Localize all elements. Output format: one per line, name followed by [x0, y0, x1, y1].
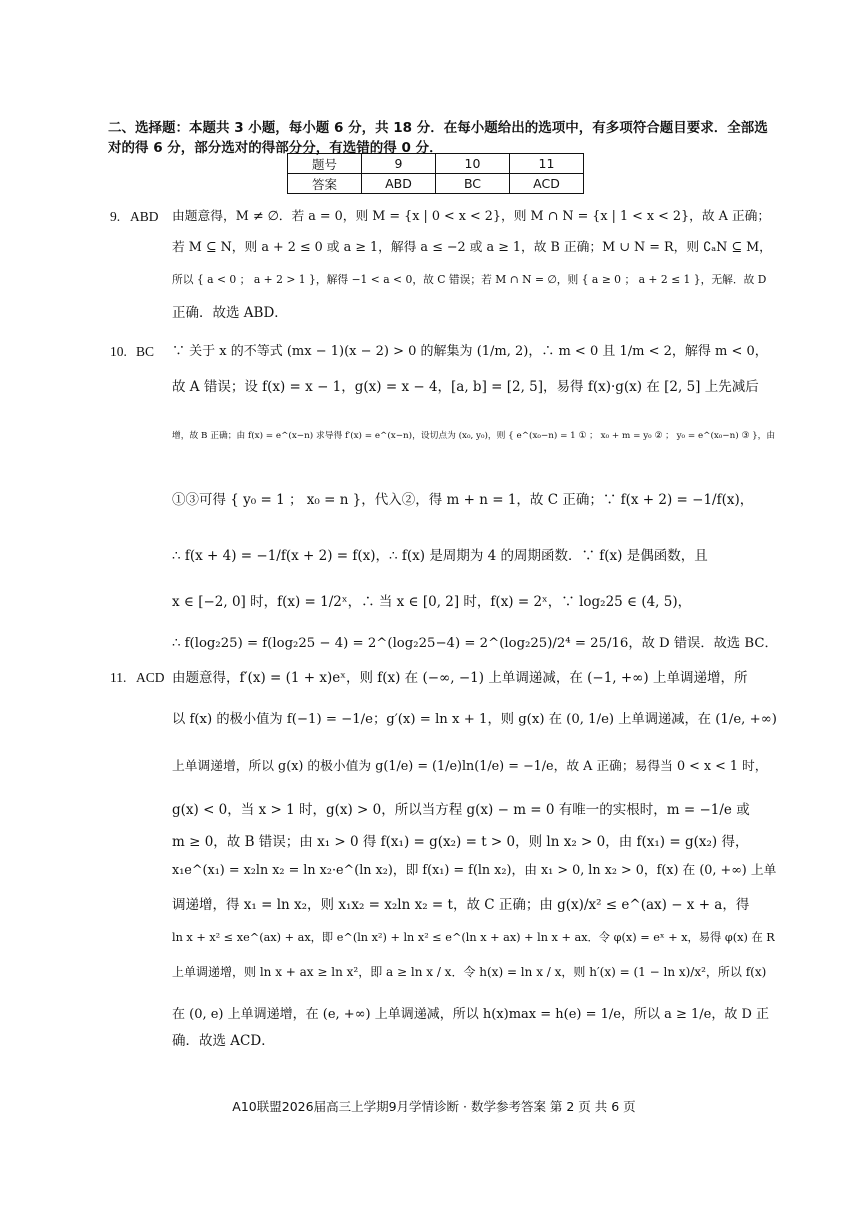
answer-table	[287, 153, 584, 194]
solution-line: 所以 { a < 0 ； a + 2 > 1 }，解得 −1 < a < 0，故 C 错误；若 M ∩ N = ∅，则 { a ≥ 0 ； a + 2 ≤ 1 }，无解．故 D	[172, 273, 767, 286]
solution-line: 上单调递增，所以 g(x) 的极小值为 g(1/e) = (1/e)ln(1/e) = −1/e，故 A 正确；易得当 0 < x < 1 时，	[172, 759, 768, 774]
solution-line: 正确．故选 ABD．	[172, 305, 288, 321]
question-number: 10.	[110, 344, 127, 359]
table-cell: 11	[510, 154, 584, 174]
solution-line: x₁e^(x₁) = x₂ln x₂ = ln x₂·e^(ln x₂)，即 f(x₁) = f(ln x₂)，由 x₁ > 0, ln x₂ > 0，f(x) 在 (0, +∞) 上单	[172, 863, 777, 878]
solution-line: 在 (0, e) 上单调递增，在 (e, +∞) 上单调递减，所以 h(x)max = h(e) = 1/e，所以 a ≥ 1/e，故 D 正	[172, 1007, 770, 1022]
table-cell: 答案	[288, 174, 362, 194]
table-row	[288, 154, 584, 174]
table-cell: ABD	[362, 174, 436, 194]
section-title: 二、选择题：本题共 3 小题，每小题 6 分，共 18 分．在每小题给出的选项中，有多项符合题目要求．全部选对的得 6 分，部分选对的得部分分，有选错的得 0 分．	[108, 120, 768, 156]
table-cell: 10	[436, 154, 510, 174]
solution-line: 由题意得，f′(x) = (1 + x)eˣ，则 f(x) 在 (−∞, −1) 上单调递减，在 (−1, +∞) 上单调递增，所	[172, 670, 748, 686]
question-number: 11.	[110, 670, 127, 685]
solution-line: x ∈ [−2, 0] 时，f(x) = 1/2ˣ，∴ 当 x ∈ [0, 2] 时，f(x) = 2ˣ，∵ log₂25 ∈ (4, 5)，	[172, 594, 692, 610]
solution-line: ∴ f(x + 4) = −1/f(x + 2) = f(x)，∴ f(x) 是周期为 4 的周期函数．∵ f(x) 是偶函数，且	[172, 548, 708, 564]
table-cell: 题号	[288, 154, 362, 174]
solution-line: m ≥ 0，故 B 错误；由 x₁ > 0 得 f(x₁) = g(x₂) = t > 0，则 ln x₂ > 0，由 f(x₁) = g(x₂) 得，	[172, 834, 749, 850]
solution-line: ln x + x² ≤ xe^(ax) + ax，即 e^(ln x²) + ln x² ≤ e^(ln x + ax) + ln x + ax．令 φ(x) = eˣ + x，易得 φ(x) 在 R	[172, 931, 775, 944]
question-answer: BC	[136, 344, 155, 359]
solution-line: 由题意得，M ≠ ∅．若 a = 0，则 M = {x | 0 < x < 2}，则 M ∩ N = {x | 1 < x < 2}，故 A 正确；	[172, 209, 771, 224]
solution-line: g(x) < 0，当 x > 1 时，g(x) > 0，所以当方程 g(x) − m = 0 有唯一的实根时，m = −1/e 或	[172, 802, 750, 818]
table-row	[288, 174, 584, 194]
solution-line: 故 A 错误；设 f(x) = x − 1，g(x) = x − 4，[a, b] = [2, 5]，易得 f(x)·g(x) 在 [2, 5] 上先减后	[172, 379, 759, 395]
solution-line: ①③可得 { y₀ = 1 ； x₀ = n }，代入②，得 m + n = 1，故 C 正确；∵ f(x + 2) = −1/f(x)，	[172, 492, 754, 508]
question-answer: ABD	[130, 209, 159, 224]
table-cell: BC	[436, 174, 510, 194]
question-answer: ACD	[136, 670, 165, 685]
solution-line: ∵ 关于 x 的不等式 (mx − 1)(x − 2) > 0 的解集为 (1/m, 2)，∴ m < 0 且 1/m < 2，解得 m < 0，	[172, 344, 768, 359]
solution-line: ∴ f(log₂25) = f(log₂25 − 4) = 2^(log₂25−4) = 2^(log₂25)/2⁴ = 25/16，故 D 错误．故选 BC．	[172, 636, 778, 651]
question-number: 9.	[110, 209, 121, 224]
solution-line: 若 M ⊆ N，则 a + 2 ≤ 0 或 a ≥ 1，解得 a ≤ −2 或 a ≥ 1，故 B 正确；M ∪ N = R，则 ∁ₐN ⊆ M，	[172, 240, 772, 255]
page-footer: A10联盟2026届高三上学期9月学情诊断 · 数学参考答案 第 2 页 共 6 页	[232, 1099, 636, 1114]
solution-line: 上单调递增，则 ln x + ax ≥ ln x²，即 a ≥ ln x / x．令 h(x) = ln x / x，则 h′(x) = (1 − ln x)/x²，所以 f(x)	[172, 965, 767, 979]
table-cell: 9	[362, 154, 436, 174]
table-cell: ACD	[510, 174, 584, 194]
solution-line: 确．故选 ACD．	[172, 1033, 275, 1049]
solution-line: 以 f(x) 的极小值为 f(−1) = −1/e；g′(x) = ln x + 1，则 g(x) 在 (0, 1/e) 上单调递减，在 (1/e, +∞)	[172, 712, 777, 727]
solution-line: 增，故 B 正确；由 f(x) = e^(x−n) 求导得 f′(x) = e^(x−n)，设切点为 (x₀, y₀)，则 { e^(x₀−n) = 1 ① ； x₀ + m = y₀ ② ； y₀ = e^(x₀−n) ③ }，由	[172, 431, 776, 441]
solution-line: 调递增，得 x₁ = ln x₂，则 x₁x₂ = x₂ln x₂ = t，故 C 正确；由 g(x)/x² ≤ e^(ax) − x + a，得	[172, 897, 750, 913]
